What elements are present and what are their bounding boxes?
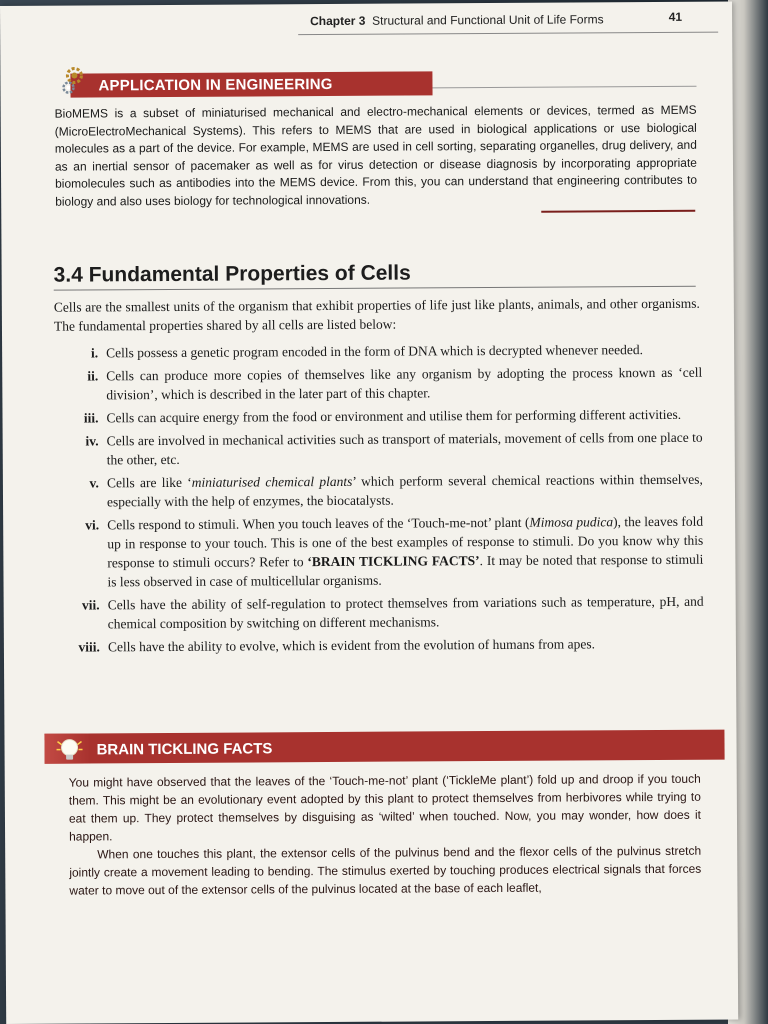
list-item [64, 592, 704, 634]
gear-icon [60, 65, 86, 95]
brain-tickling-body [69, 770, 702, 900]
application-body: BioMEMS is a subset of miniaturised mechanical and electro-mechanical elements or devices, termed as MEMS (MicroElectroMechanical Systems). This refers to MEMS that are used in biological applications or use biological molecules as a part of the device. For example, MEMS are used in cell sorting, separating organelles, drug delivery, and as an inertial sensor of pacemaker as well as for virus detection or disease diagnosis by incorporating appropriate biomolecules such as antibodies into the MEMS device. From this, you can understand that engineering contributes to biology and also uses biology for technological innovations. [54, 102, 698, 209]
list-item-number: vii. [81, 597, 100, 613]
section-title: 3.4 Fundamental Properties of Cells [53, 261, 411, 287]
textbook-page [0, 2, 738, 1024]
list-item [62, 340, 702, 363]
list-item-text: Cells have the ability of self-regulation to protect themselves from variations such as temperature, pH, and chemical composition by switching on different mechanisms. [107, 593, 704, 632]
list-item-number: iv. [85, 433, 99, 449]
list-item-text-middle: ), the leaves fold up in response to your touch. This is one of the best examples of response to stimuli. Do you know why this response to stimuli occurs? Refer to [107, 513, 704, 571]
list-item [64, 634, 704, 657]
list-item-text: Cells are involved in mechanical activities such as transport of materials, movement of cells from one place to the other, etc. [106, 429, 703, 468]
list-item-number: i. [90, 345, 99, 361]
brain-tickling-paragraph: You might have observed that the leaves of the ‘Touch-me-not’ plant (‘TickleMe plant’) fold up and droop if you touch them. This might be an evolutionary event adopted by this plant to protect themselves from herbivores while trying to eat them up. They protect themselves by disguising as ‘wilted’ when touched. Now, you may wonder, how does it happen. [68, 771, 701, 844]
list-item-number: viii. [78, 639, 100, 655]
list-item-text-start: Cells are like ‘ [106, 474, 192, 491]
list-item-number: vi. [85, 517, 100, 533]
list-item [62, 363, 702, 405]
chapter-label: Chapter 3 [310, 13, 366, 29]
application-rule [433, 86, 697, 89]
list-item [63, 512, 703, 592]
list-item-text-start: Cells respond to stimuli. When you touch leaves of the ‘Touch-me-not’ plant ( [107, 514, 530, 533]
list-item-number: ii. [87, 368, 99, 384]
list-item-text-end: . It may be noted that response to stimuli is less observed in case of multicellular organisms. [107, 551, 704, 590]
list-item [63, 428, 703, 470]
brain-tickling-paragraph: When one touches this plant, the extensor cells of the pulvinus bend and the flexor cells of the pulvinus stretch jointly create a movement leading to bending. The stimulus exerted by touching produces electrical signals that forces water to move out of the extensor cells of the pulvinus located at the base of each leaflet, [69, 843, 702, 898]
brain-tickling-title: BRAIN TICKLING FACTS [96, 740, 273, 759]
list-item [62, 405, 702, 428]
properties-list [62, 340, 704, 661]
lightbulb-icon [54, 735, 84, 763]
application-heading [56, 70, 696, 100]
list-item-emphasis: miniaturised chemical plants [191, 473, 353, 490]
list-item-text: Cells have the ability to evolve, which is evident from the evolution of humans from apes. [107, 636, 595, 655]
page-number: 41 [668, 9, 683, 24]
section-intro: Cells are the smallest units of the organism that exhibit properties of life just like plants, animals, and other organisms. The fundamental properties shared by all cells are listed below: [53, 295, 700, 334]
list-item-text: Cells possess a genetic program encoded in the form of DNA which is decrypted whenever needed. [106, 342, 644, 361]
list-item-emphasis: Mimosa pudica [529, 514, 614, 530]
list-item-number: iii. [83, 410, 99, 426]
list-item-text-end: ’ which perform several chemical reactions within themselves, especially with the help of enzymes, the biocatalysts. [106, 471, 703, 510]
list-item-text: Cells can produce more copies of themselves like any organism by adopting the process known as ‘cell division’, which is described in the later part of this chapter. [106, 364, 703, 403]
list-item [63, 470, 703, 512]
list-item-number: v. [89, 475, 99, 491]
application-end-rule [541, 210, 695, 213]
list-item-text: Cells can acquire energy from the food or environment and utilise them for performing different activities. [106, 406, 682, 426]
application-title: APPLICATION IN ENGINEERING [98, 75, 333, 95]
chapter-title: Structural and Functional Unit of Life Forms [372, 12, 604, 28]
brain-tickling-reference: ‘BRAIN TICKLING FACTS’ [307, 553, 480, 570]
